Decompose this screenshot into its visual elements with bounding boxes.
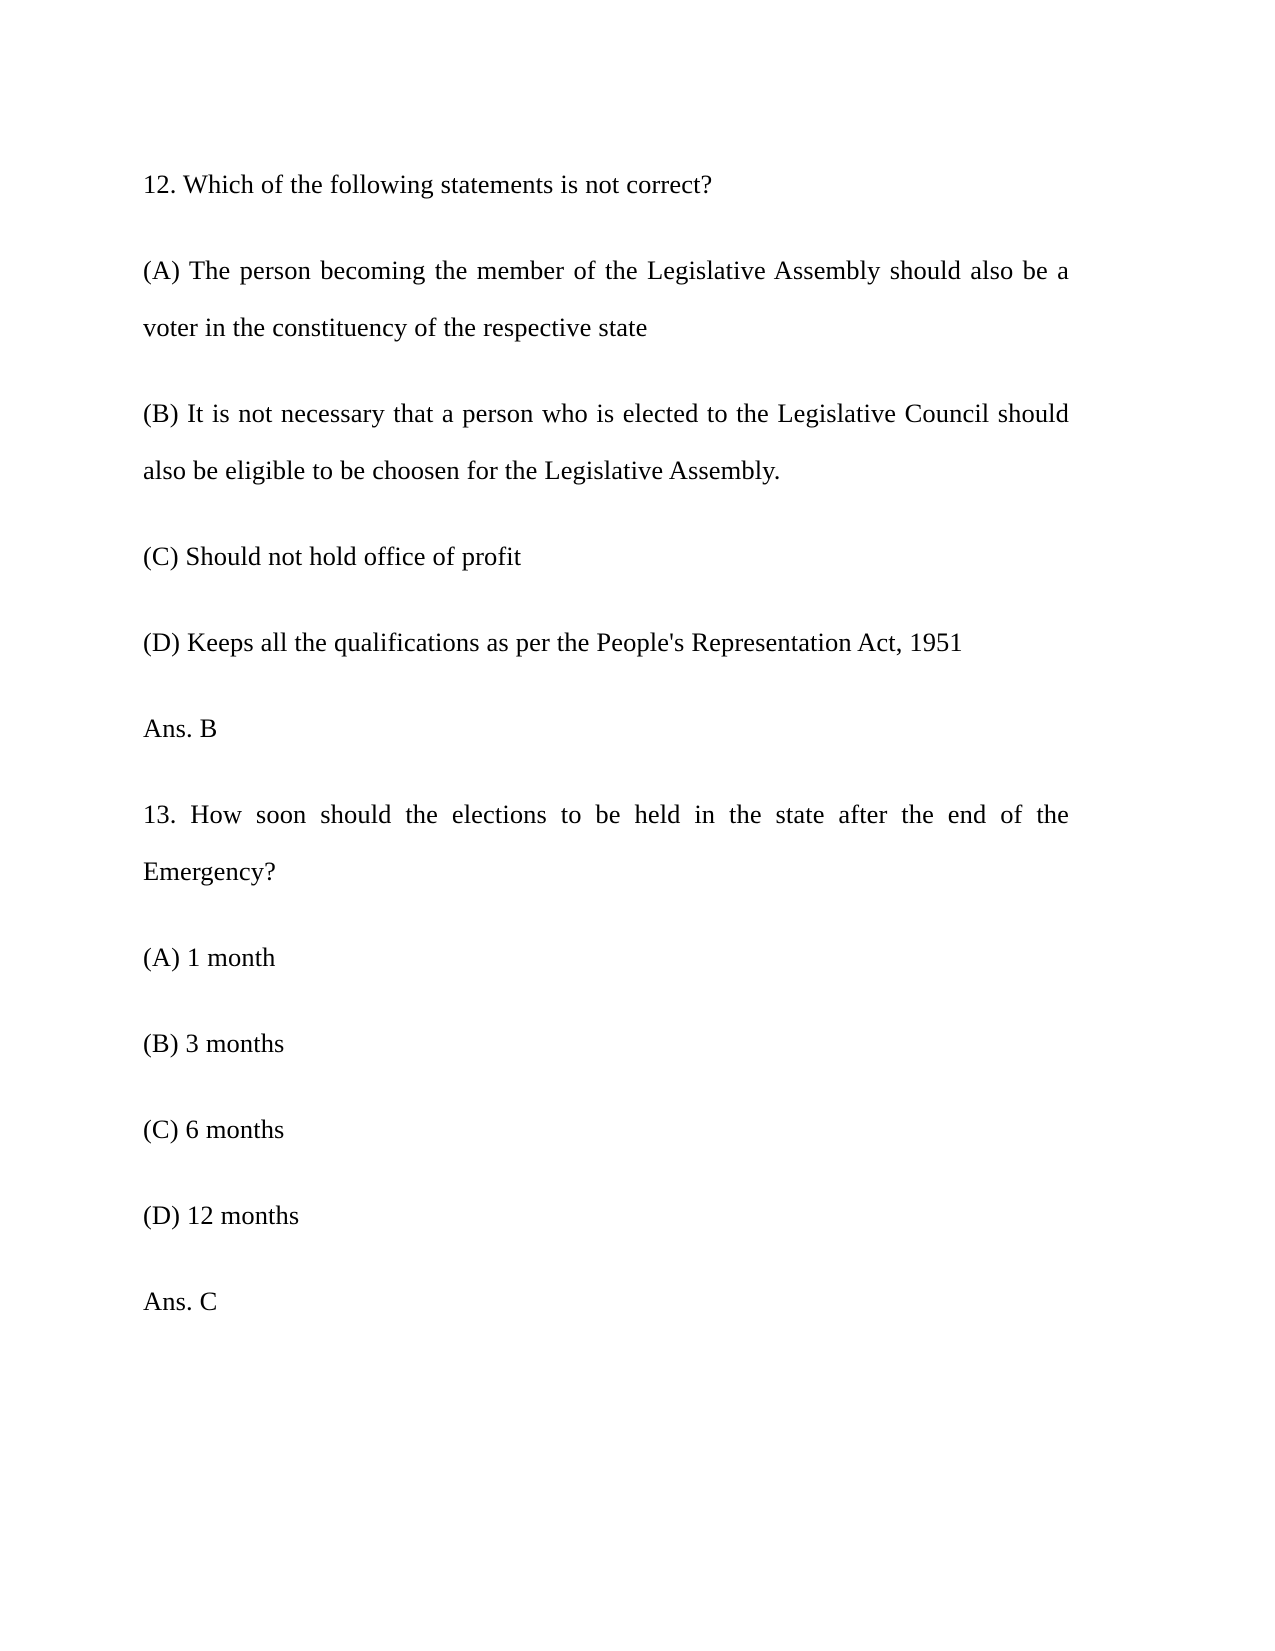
- question-12-option-d: (D) Keeps all the qualifications as per the People's Representation Act, 1951: [143, 627, 963, 657]
- question-13-option-c: (C) 6 months: [143, 1114, 285, 1144]
- question-13-option-d: (D) 12 months: [143, 1200, 300, 1230]
- question-13-answer: Ans. C: [143, 1286, 218, 1316]
- document-body: [143, 156, 1069, 1330]
- question-12-option-c: (C) Should not hold office of profit: [143, 541, 522, 571]
- question-13-prompt: 13. How soon should the elections to be held in the state after the end of the Emergency?: [143, 799, 1069, 886]
- question-12-answer: Ans. B: [143, 713, 218, 743]
- question-13-option-a: (A) 1 month: [143, 942, 276, 972]
- question-12-option-b: (B) It is not necessary that a person who is elected to the Legislative Council should also be eligible to be choosen for the Legislative Assembly.: [143, 398, 1069, 485]
- question-12-option-a: (A) The person becoming the member of the Legislative Assembly should also be a voter in the constituency of the respective state: [143, 255, 1069, 342]
- question-12-prompt: 12. Which of the following statements is not correct?: [143, 169, 713, 199]
- question-13-option-b: (B) 3 months: [143, 1028, 285, 1058]
